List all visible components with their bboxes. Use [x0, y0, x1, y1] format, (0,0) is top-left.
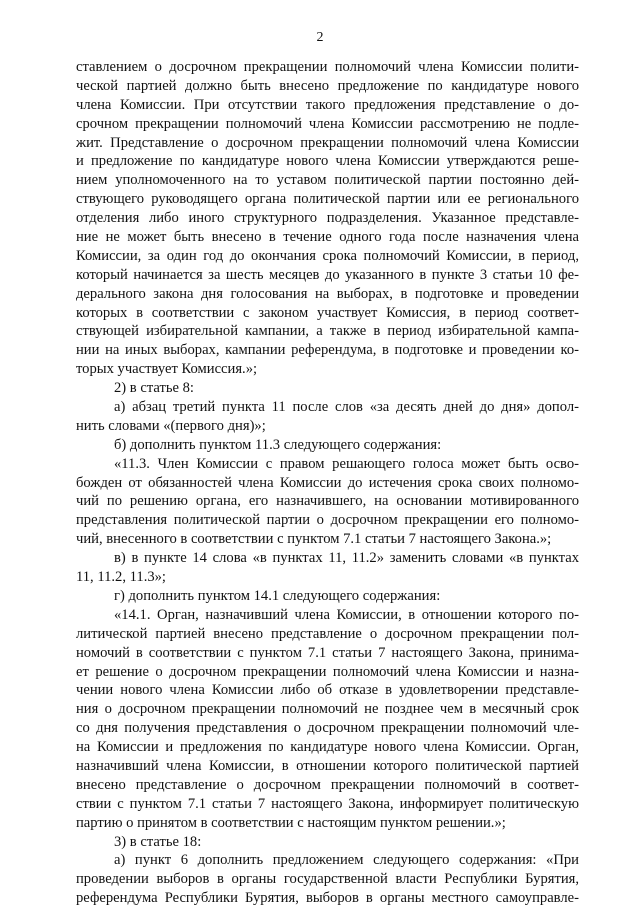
text-line: ствующего руководящего органа политической партии или ее регионального	[76, 191, 579, 208]
text-line: «11.3. Член Комиссии с правом решающего голоса может быть осво-	[114, 455, 579, 472]
text-line: чий по решению органа, его назначившего, на основании мотивированного	[76, 493, 579, 510]
text-line: ствующей избирательной кампании, а также в период избирательной кампа-	[76, 323, 579, 340]
text-line: внесено представление о досрочном прекращении полномочий в соответ-	[76, 776, 579, 793]
document-body	[76, 58, 579, 908]
text-line: ния о досрочном прекращении полномочий не позднее чем в месячный срок	[76, 701, 579, 718]
text-line: ствии с пунктом 7.1 статьи 7 настоящего Закона, информирует политическую	[76, 795, 579, 812]
text-line: срочном прекращении полномочий члена Комиссии рассмотрению не подле-	[76, 115, 579, 132]
text-line: и предложение по кандидатуре нового члена Комиссии утверждаются реше-	[76, 153, 579, 170]
text-line: 2) в статье 8:	[114, 380, 194, 397]
text-line: ставлением о досрочном прекращении полномочий члена Комиссии полити-	[76, 59, 579, 75]
text-line: торых участвует Комиссия.»;	[76, 361, 258, 378]
text-line: божден от обязанностей члена Комиссии до истечения срока своих полномо-	[76, 474, 579, 491]
text-line: на Комиссии и предложения по кандидатуре нового члена Комиссии. Орган,	[76, 739, 579, 756]
text-line: 3) в статье 18:	[114, 833, 202, 850]
text-line: чий, внесенного в соответствии с пунктом 7.1 статьи 7 настоящего Закона.»;	[76, 531, 552, 548]
text-line: а) пункт 6 дополнить предложением следующего содержания: «При	[114, 852, 579, 869]
text-line: нием уполномоченного на то уставом политической партии постоянно дей-	[76, 172, 579, 189]
text-line: Комиссии, за один год до окончания срока полномочий Комиссии, в период,	[76, 247, 579, 264]
text-line: партию о принятом в соответствии с настоящим пунктом решении.»;	[76, 814, 506, 831]
text-line: в) в пункте 14 слова «в пунктах 11, 11.2» заменить словами «в пунктах	[114, 550, 579, 567]
text-line: отделения либо иного структурного подразделения. Указанное представле-	[76, 210, 579, 227]
text-line: жит. Представление о досрочном прекращении полномочий члена Комиссии	[76, 134, 579, 151]
text-line: номочий в соответствии с пунктом 7.1 статьи 7 настоящего Закона, принима-	[76, 644, 579, 661]
text-line: со дня получения представления о досрочном прекращении полномочий чле-	[76, 720, 579, 737]
text-line: «14.1. Орган, назначивший члена Комиссии, в отношении которого по-	[114, 606, 579, 623]
text-line: ние не может быть внесено в течение одного года после назначения члена	[76, 229, 579, 246]
text-line: ет решение о досрочном прекращении полномочий члена Комиссии и назна-	[76, 663, 579, 680]
page-number: 2	[316, 30, 324, 45]
text-line: 11, 11.2, 11.3»;	[76, 569, 166, 586]
text-line: которых в соответствии с законом участвует Комиссия, в период соответ-	[76, 304, 579, 321]
text-line: проведении выборов в органы государственной власти Республики Бурятия,	[76, 871, 579, 888]
text-line: референдума Республики Бурятия, выборов в органы местного самоуправле-	[76, 890, 579, 907]
text-line: нить словами «(первого дня)»;	[76, 417, 266, 434]
text-line: литической партией внесено представление о досрочном прекращении пол-	[76, 625, 579, 642]
text-line: который начинается за шесть месяцев до указанного в пункте 3 статьи 10 фе-	[76, 266, 579, 283]
text-line: нии на иных выборах, кампании референдума, в подготовке и проведении ко-	[76, 342, 579, 359]
text-line: чении нового члена Комиссии либо об отказе в удовлетворении представле-	[76, 682, 579, 699]
text-line: дерального закона дня голосования на выборах, в подготовке и проведении	[76, 285, 579, 302]
text-line: члена Комиссии. При отсутствии такого предложения представление о до-	[76, 96, 579, 113]
text-line: б) дополнить пунктом 11.3 следующего содержания:	[114, 436, 442, 453]
text-line: а) абзац третий пункта 11 после слов «за десять дней до дня» допол-	[114, 399, 579, 416]
text-line: ческой партией должно быть внесено предложение по кандидатуре нового	[76, 77, 579, 94]
text-line: назначивший члена Комиссии, в отношении которого политической партией	[76, 757, 579, 774]
text-line: представления политической партии о досрочном прекращении его полномо-	[76, 512, 579, 529]
text-line: г) дополнить пунктом 14.1 следующего содержания:	[114, 587, 441, 604]
